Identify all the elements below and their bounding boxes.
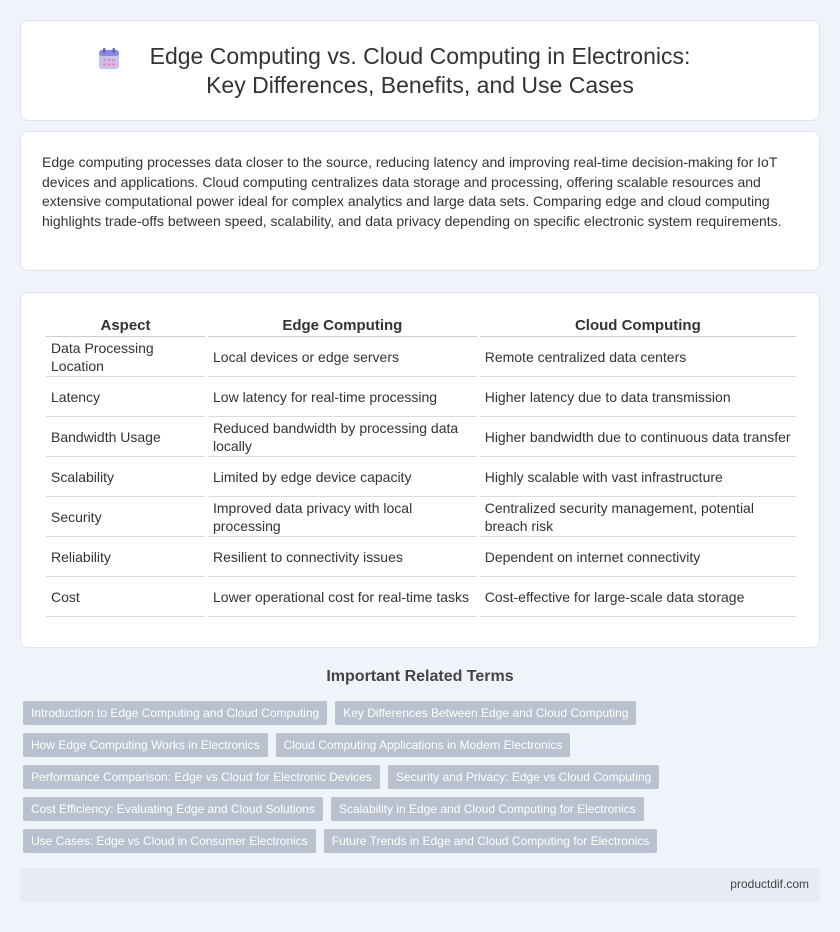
cell-cloud: Remote centralized data centers	[480, 337, 796, 377]
header-edge-computing: Edge Computing	[208, 315, 477, 337]
title-card	[20, 20, 820, 121]
cell-edge: Local devices or edge servers	[208, 337, 477, 377]
cell-aspect: Bandwidth Usage	[46, 417, 205, 457]
related-term-link[interactable]: How Edge Computing Works in Electronics	[23, 733, 268, 757]
related-terms-list	[23, 701, 823, 861]
table-row	[46, 457, 796, 497]
cell-edge: Low latency for real-time processing	[208, 377, 477, 417]
cell-cloud: Higher bandwidth due to continuous data transfer	[480, 417, 796, 457]
intro-card	[20, 131, 820, 271]
header-cloud-computing: Cloud Computing	[480, 315, 796, 337]
cell-aspect: Scalability	[46, 457, 205, 497]
related-term-link[interactable]: Security and Privacy: Edge vs Cloud Computing	[388, 765, 659, 789]
comparison-card	[20, 292, 820, 648]
cell-aspect: Reliability	[46, 537, 205, 577]
table-row	[46, 417, 796, 457]
related-term-link[interactable]: Scalability in Edge and Cloud Computing for Electronics	[331, 797, 644, 821]
cell-cloud: Highly scalable with vast infrastructure	[480, 457, 796, 497]
table-header-row	[46, 315, 796, 337]
header-aspect: Aspect	[46, 315, 205, 337]
cell-cloud: Centralized security management, potential breach risk	[480, 497, 796, 537]
cell-edge: Resilient to connectivity issues	[208, 537, 477, 577]
cell-aspect: Security	[46, 497, 205, 537]
related-term-link[interactable]: Performance Comparison: Edge vs Cloud for Electronic Devices	[23, 765, 380, 789]
intro-paragraph: Edge computing processes data closer to the source, reducing latency and improving real-time decision-making for IoT devices and applications. Cloud computing centralizes data storage and processing, offering scalable resources and extensive computational power ideal for complex analytics and large data sets. Comparing edge and cloud computing highlights trade-offs between speed, scalability, and data privacy depending on specific electronic system requirements.	[42, 154, 782, 229]
related-term-link[interactable]: Cloud Computing Applications in Modern Electronics	[276, 733, 571, 757]
cell-aspect: Cost	[46, 577, 205, 617]
related-term-link[interactable]: Future Trends in Edge and Cloud Computing for Electronics	[324, 829, 658, 853]
table-row	[46, 577, 796, 617]
cell-edge: Reduced bandwidth by processing data locally	[208, 417, 477, 457]
cell-cloud: Higher latency due to data transmission	[480, 377, 796, 417]
cell-edge: Improved data privacy with local processing	[208, 497, 477, 537]
cell-edge: Limited by edge device capacity	[208, 457, 477, 497]
table-row	[46, 337, 796, 377]
comparison-table	[43, 315, 799, 617]
related-term-link[interactable]: Key Differences Between Edge and Cloud Computing	[335, 701, 636, 725]
table-row	[46, 537, 796, 577]
cell-aspect: Data Processing Location	[46, 337, 205, 377]
cell-cloud: Cost-effective for large-scale data storage	[480, 577, 796, 617]
related-terms-title: Important Related Terms	[326, 668, 514, 685]
table-row	[46, 377, 796, 417]
page-title: Edge Computing vs. Cloud Computing in Electronics: Key Differences, Benefits, and Use Cases	[149, 42, 691, 98]
cell-edge: Lower operational cost for real-time tasks	[208, 577, 477, 617]
related-term-link[interactable]: Introduction to Edge Computing and Cloud Computing	[23, 701, 327, 725]
related-term-link[interactable]: Cost Efficiency: Evaluating Edge and Cloud Solutions	[23, 797, 323, 821]
footer	[20, 868, 820, 902]
related-term-link[interactable]: Use Cases: Edge vs Cloud in Consumer Electronics	[23, 829, 316, 853]
cell-cloud: Dependent on internet connectivity	[480, 537, 796, 577]
footer-site-name[interactable]: productdif.com	[730, 877, 809, 891]
table-row	[46, 497, 796, 537]
cell-aspect: Latency	[46, 377, 205, 417]
